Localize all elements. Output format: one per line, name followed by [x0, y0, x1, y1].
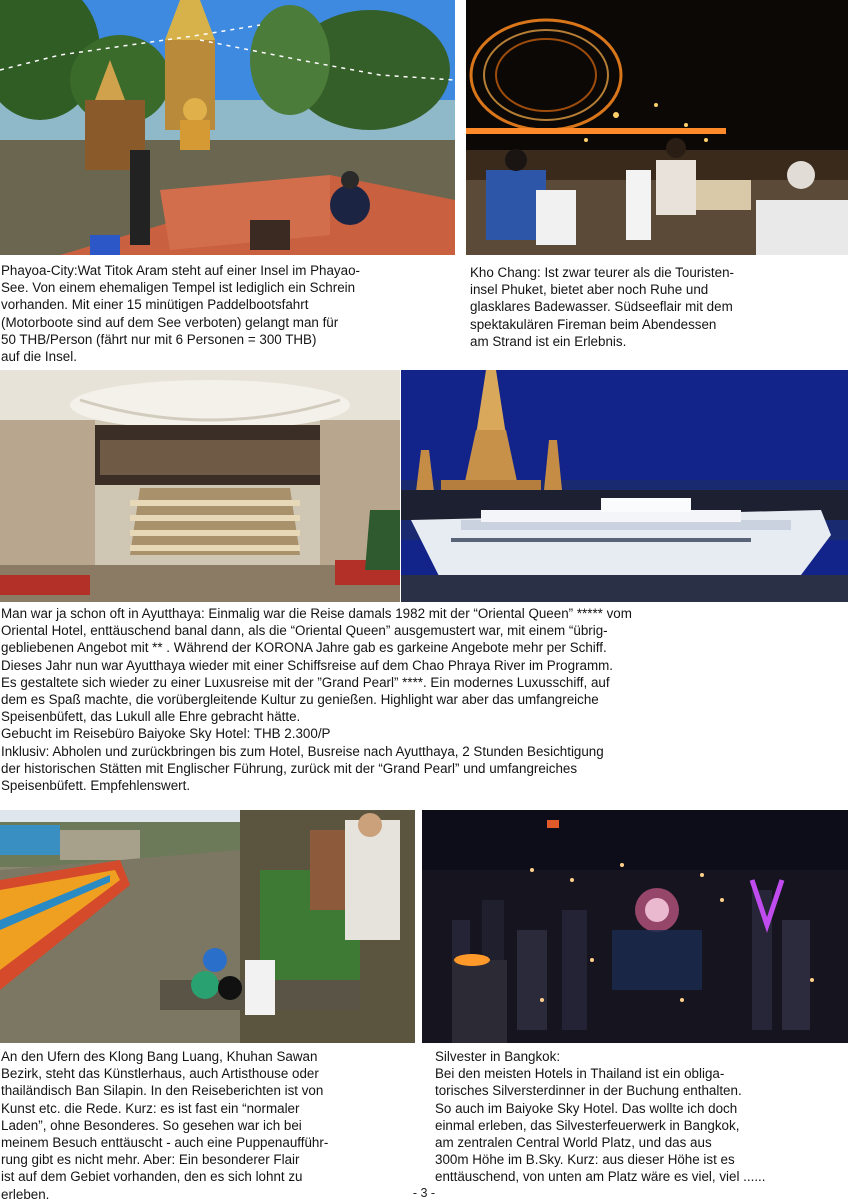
photo-klong-bang-luang	[0, 810, 415, 1043]
text-line: auf die Insel.	[1, 349, 77, 365]
fireman-illustration	[466, 0, 848, 255]
text-line: einmal erleben, das Silvesterfeuerwerk in Bangkok,	[435, 1117, 740, 1133]
text-line: vorhanden. Mit einer 15 minütigen Paddelbootsfahrt	[1, 297, 309, 313]
text-line: Speisenbüfett, das Lukull alle Ehre gebracht hätte.	[1, 709, 301, 725]
photo-fireman-dinner	[466, 0, 848, 255]
text-line: Laden”, ohne Besonderes. So gesehen war ich bei	[1, 1117, 302, 1133]
photo-wat-titok-aram	[0, 0, 455, 255]
photo-wat-arun-grand-pearl	[401, 370, 848, 602]
text-line: Bezirk, steht das Künstlerhaus, auch Artisthouse oder	[1, 1066, 319, 1082]
text-line: ist auf dem Gebiet vorhanden, den es sich lohnt zu	[1, 1169, 303, 1185]
text-line: An den Ufern des Klong Bang Luang, Khuhan Sawan	[1, 1049, 318, 1064]
caption-ayutthaya	[1, 605, 847, 794]
text-line: Phayoa-City:Wat Titok Aram steht auf einer Insel im Phayao-	[1, 263, 360, 278]
text-line: Oriental Hotel, enttäuschend banal dann, als die “Oriental Queen” ausgemustert war, mit einem “übrig-	[1, 623, 608, 639]
wat-arun-illustration	[401, 370, 848, 602]
text-line: der historischen Stätten mit Englischer Führung, zurück mit der “Grand Pearl” und umfangreiches	[1, 760, 578, 776]
text-line: erleben.	[1, 1186, 50, 1200]
text-line: insel Phuket, bietet aber noch Ruhe und	[470, 282, 709, 298]
night-city-illustration	[422, 810, 848, 1043]
text-line: torisches Silversterdinner in der Buchung enthalten.	[435, 1083, 742, 1099]
text-line: rung gibt es nicht mehr. Aber: Ein besonderer Flair	[1, 1152, 300, 1168]
text-line: Kunst etc. die Rede. Kurz: es ist fast ein “normaler	[1, 1100, 300, 1116]
text-line: Silvester in Bangkok:	[435, 1049, 561, 1064]
text-line: gebliebenen Angebot mit ** . Während der KORONA Jahre gab es garkeine Angebote mehr per Schiff.	[1, 640, 607, 656]
text-line: dem es Spaß machte, die vorübergleitende Kultur zu genießen. Highlight war aber das umfangreiche	[1, 692, 599, 708]
text-line: Speisenbüfett. Empfehlenswert.	[1, 778, 191, 794]
text-line: 50 THB/Person (fährt nur mit 6 Personen = 300 THB)	[1, 331, 317, 347]
text-line: Man war ja schon oft in Ayutthaya: Einmalig war die Reise damals 1982 mit der “Oriental Queen” ***** vom	[1, 606, 632, 621]
text-line: (Motorboote sind auf dem See verboten) gelangt man für	[1, 314, 339, 330]
text-line: glasklares Badewasser. Südseeflair mit dem	[470, 299, 733, 315]
text-line: Dieses Jahr nun war Ayutthaya wieder mit einer Schiffsreise auf dem Chao Phraya River im Programm.	[1, 657, 614, 673]
caption-phayoa	[1, 262, 456, 365]
text-line: am zentralen Central World Platz, und das aus	[435, 1135, 712, 1151]
text-line: thailändisch Ban Silapin. In den Reiseberichten ist von	[1, 1083, 324, 1099]
text-line: So auch im Baiyoke Sky Hotel. Das wollte ich doch	[435, 1100, 738, 1116]
text-line: meinem Besuch enttäuscht - auch eine Puppenaufführ-	[1, 1135, 329, 1151]
text-line: Inklusiv: Abholen und zurückbringen bis zum Hotel, Busreise nach Ayutthaya, 2 Stunden Besichtigung	[1, 743, 604, 759]
caption-silvester	[435, 1048, 848, 1186]
klong-illustration	[0, 810, 415, 1043]
text-line: Bei den meisten Hotels in Thailand ist ein obliga-	[435, 1066, 725, 1082]
text-line: am Strand ist ein Erlebnis.	[470, 333, 627, 349]
temple-illustration	[0, 0, 455, 255]
text-line: 300m Höhe im B.Sky. Kurz: aus dieser Höhe ist es	[435, 1152, 735, 1168]
caption-kho-chang	[470, 264, 840, 350]
photo-bangkok-fireworks	[422, 810, 848, 1043]
text-line: See. Von einem ehemaligen Tempel ist lediglich ein Schrein	[1, 280, 356, 296]
text-line: Kho Chang: Ist zwar teurer als die Touristen-	[470, 265, 734, 280]
text-line: Gebucht im Reisebüro Baiyoke Sky Hotel: THB 2.300/P	[1, 726, 331, 742]
text-line: enttäuschend, von unten am Platz wäre es viel, viel ......	[435, 1169, 766, 1185]
photo-ship-interior	[0, 370, 400, 602]
text-line: Es gestaltete sich wieder zu einer Luxusreise mit der ”Grand Pearl” ****. Ein modernes Luxusschiff, auf	[1, 674, 610, 690]
caption-klong	[1, 1048, 416, 1200]
ship-interior-illustration	[0, 370, 400, 602]
text-line: spektakulären Fireman beim Abendessen	[470, 316, 717, 332]
page-number: - 3 -	[412, 1186, 436, 1200]
